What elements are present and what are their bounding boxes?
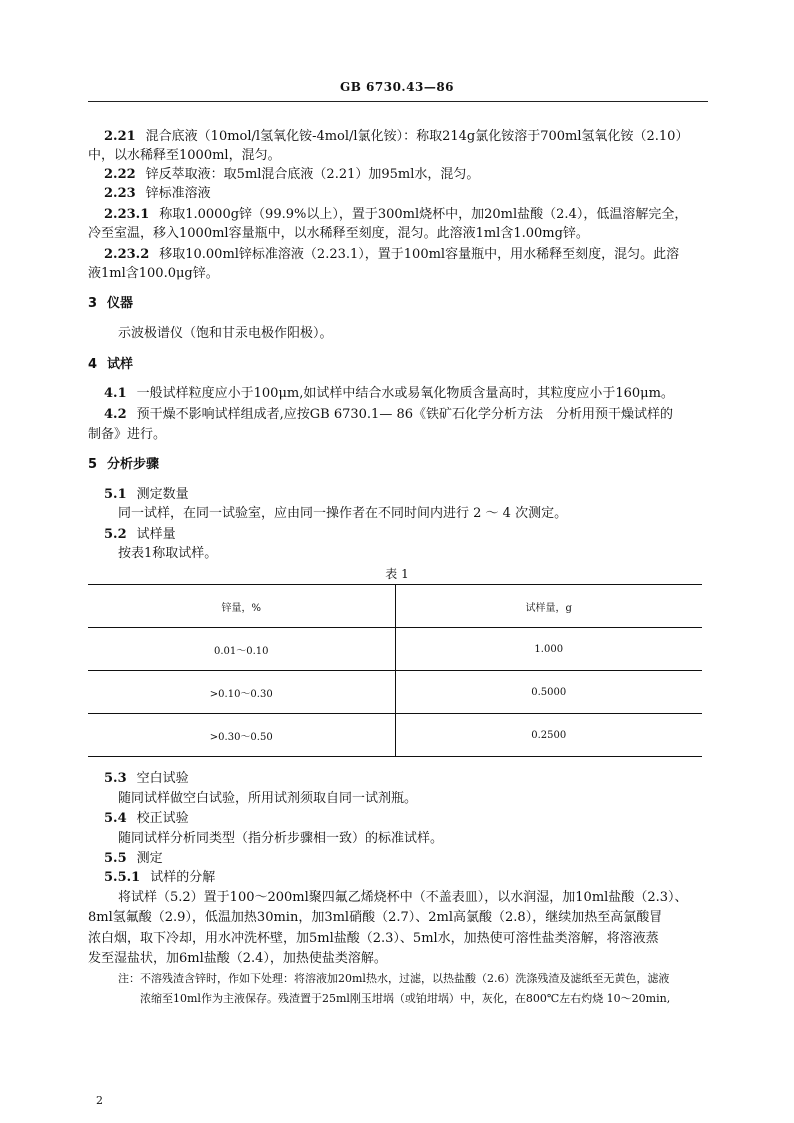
clause-title: 试样的分解 bbox=[150, 870, 216, 885]
clause-2-23-1-cont: 冷至室温，移入1000ml容量瓶中，以水稀释至刻度，混匀。此溶液1ml含1.00mg锌。 bbox=[88, 226, 589, 241]
clause-5-3-text: 随同试样做空白试验，所用试剂须取自同一试剂瓶。 bbox=[118, 791, 418, 806]
table-header-cell: 锌量，% bbox=[88, 585, 395, 628]
clause-2-22 bbox=[104, 163, 479, 182]
clause-5-5-heading bbox=[104, 847, 163, 866]
clause-text: 预干燥不影响试样组成者,应按GB 6730.1— 86《铁矿石化学分析方法 分析用预干燥试样的 bbox=[136, 407, 673, 422]
clause-number: 2.23 bbox=[104, 186, 136, 201]
clause-title: 测定数量 bbox=[136, 487, 189, 502]
clause-text: 移取10.00ml锌标准溶液（2.23.1），置于100ml容量瓶中，用水稀释至刻度，混匀。此溶 bbox=[159, 247, 680, 262]
clause-5-3-heading bbox=[104, 767, 189, 786]
clause-title: 测定 bbox=[136, 851, 163, 866]
clause-number: 4.1 bbox=[104, 386, 127, 401]
table-cell: 0.2500 bbox=[531, 729, 567, 741]
clause-number: 5.4 bbox=[104, 811, 127, 826]
clause-title: 校正试验 bbox=[136, 811, 189, 826]
clause-2-21 bbox=[104, 125, 688, 144]
section-4-heading bbox=[88, 353, 133, 372]
clause-5-5-1-text: 发至湿盐状，加6ml盐酸（2.4），加热使盐类溶解。 bbox=[88, 951, 387, 966]
section-number: 3 bbox=[88, 296, 98, 311]
clause-4-2 bbox=[104, 403, 673, 422]
section-3-heading bbox=[88, 292, 133, 311]
table-cell: >0.30～0.50 bbox=[88, 714, 395, 757]
table-1 bbox=[88, 584, 702, 757]
clause-number: 2.21 bbox=[104, 129, 136, 144]
clause-2-21-cont: 中，以水稀释至1000ml，混匀。 bbox=[88, 148, 281, 163]
note-text: 浓缩至10ml作为主液保存。残渣置于25ml刚玉坩埚（或铂坩埚）中，灰化，在800℃左右灼烧 10～20min, bbox=[140, 992, 671, 1005]
section-number: 4 bbox=[88, 357, 98, 372]
section-3-text: 示波极谱仪（饱和甘汞电极作阳极）。 bbox=[118, 326, 333, 341]
table-cell: 0.5000 bbox=[531, 686, 567, 698]
clause-2-23-1 bbox=[104, 203, 687, 222]
clause-text: 混合底液（10mol/l氢氧化铵-4mol/l氯化铵）：称取214g氯化铵溶于700ml氢氧化铵（2.10） bbox=[145, 129, 689, 144]
clause-5-5-1-text: 8ml氢氟酸（2.9），低温加热30min，加3ml硝酸（2.7）、2ml高氯酸（2.8），继续加热至高氯酸冒 bbox=[88, 910, 663, 925]
clause-5-5-1-text: 将试样（5.2）置于100～200ml聚四氟乙烯烧杯中（不盖表皿），以水润湿，加10ml盐酸（2.3）、 bbox=[118, 890, 688, 905]
clause-number: 5.5 bbox=[104, 851, 127, 866]
clause-number: 2.23.1 bbox=[104, 207, 150, 222]
clause-text: 锌反萃取液：取5ml混合底液（2.21）加95ml水，混匀。 bbox=[145, 167, 480, 182]
table-row bbox=[88, 714, 702, 757]
page-number: 2 bbox=[96, 1094, 103, 1107]
table-row bbox=[88, 628, 702, 671]
section-5-heading bbox=[88, 453, 159, 472]
section-title: 试样 bbox=[107, 357, 134, 372]
header-rule bbox=[88, 101, 708, 102]
section-title: 分析步骤 bbox=[107, 457, 160, 472]
section-title: 仪器 bbox=[107, 296, 134, 311]
clause-5-1-text: 同一试样，在同一试验室，应由同一操作者在不同时间内进行 2 ～ 4 次测定。 bbox=[118, 506, 568, 521]
clause-5-1-heading bbox=[104, 483, 189, 502]
clause-5-4-text: 随同试样分析同类型（指分析步骤相一致）的标准试样。 bbox=[118, 831, 444, 846]
clause-number: 2.22 bbox=[104, 167, 136, 182]
section-number: 5 bbox=[88, 457, 98, 472]
clause-text: 称取1.0000g锌（99.9%以上），置于300ml烧杯中，加20ml盐酸（2.4），低温溶解完全， bbox=[159, 207, 688, 222]
clause-number: 5.5.1 bbox=[104, 870, 141, 885]
clause-2-23-2 bbox=[104, 243, 679, 262]
clause-5-2-heading bbox=[104, 523, 176, 542]
table-header-cell: 试样量，g bbox=[525, 602, 572, 614]
clause-number: 5.3 bbox=[104, 771, 127, 786]
table-header-row bbox=[88, 585, 702, 628]
note-text: 注：不溶残渣含锌时，作如下处理：将溶液加20ml热水，过滤，以热盐酸（2.6）洗涤残渣及滤纸至无黄色，滤液 bbox=[118, 972, 670, 985]
clause-title: 试样量 bbox=[136, 527, 176, 542]
clause-number: 4.2 bbox=[104, 407, 127, 422]
table-row bbox=[88, 671, 702, 714]
clause-number: 2.23.2 bbox=[104, 247, 150, 262]
clause-2-23-2-cont: 液1ml含100.0μg锌。 bbox=[88, 266, 219, 281]
clause-text: 一般试样粒度应小于100μm,如试样中结合水或易氧化物质含量高时，其粒度应小于160μm。 bbox=[136, 386, 674, 401]
clause-2-23 bbox=[104, 182, 211, 201]
clause-5-5-1-heading bbox=[104, 866, 215, 885]
clause-5-4-heading bbox=[104, 807, 189, 826]
table-cell: 0.01～0.10 bbox=[88, 628, 395, 671]
document-header: GB 6730.43—86 bbox=[339, 80, 455, 94]
clause-number: 5.2 bbox=[104, 527, 127, 542]
clause-number: 5.1 bbox=[104, 487, 127, 502]
clause-4-2-cont: 制备》进行。 bbox=[88, 427, 167, 442]
clause-4-1 bbox=[104, 382, 674, 401]
clause-title: 空白试验 bbox=[136, 771, 189, 786]
table-caption: 表 1 bbox=[385, 567, 409, 581]
clause-text: 锌标准溶液 bbox=[145, 186, 211, 201]
clause-5-2-text: 按表1称取试样。 bbox=[118, 546, 218, 561]
table-cell: >0.10～0.30 bbox=[88, 671, 395, 714]
table-cell: 1.000 bbox=[534, 643, 564, 655]
clause-5-5-1-text: 浓白烟，取下冷却，用水冲洗杯壁，加5ml盐酸（2.3）、5ml水，加热使可溶性盐类溶解，将溶液蒸 bbox=[88, 931, 659, 946]
